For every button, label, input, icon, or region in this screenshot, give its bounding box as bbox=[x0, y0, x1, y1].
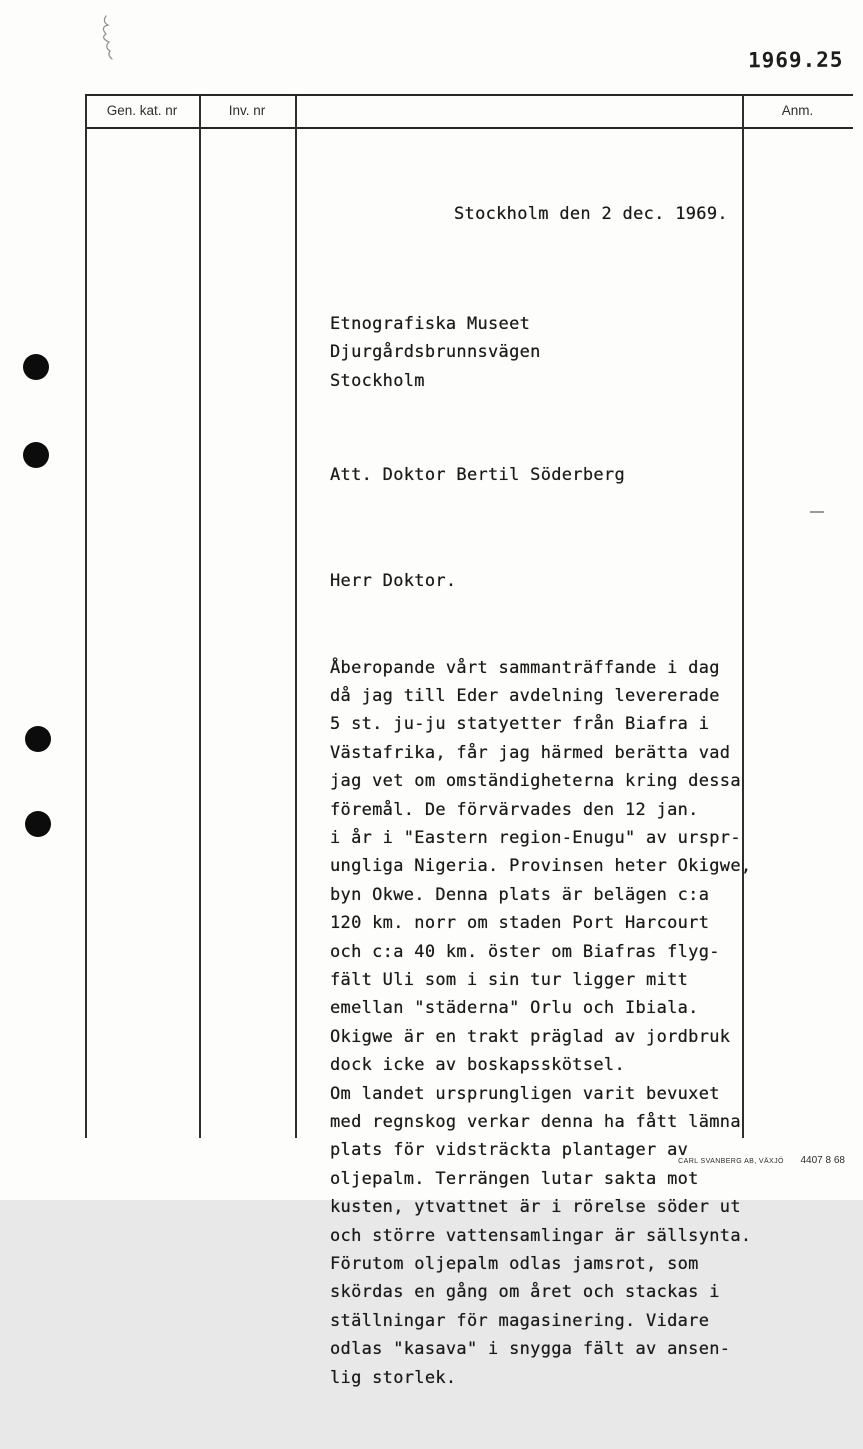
letter-text-line: Stockholm bbox=[330, 370, 425, 391]
hole-punch-icon bbox=[25, 811, 51, 837]
letter-text-line: dock icke av boskapsskötsel. bbox=[330, 1055, 625, 1076]
printer-form-code: 4407 8 68 bbox=[800, 1155, 845, 1166]
letter-text-line: Förutom oljepalm odlas jamsrot, som bbox=[330, 1254, 699, 1275]
letter-text-line: kusten, ytvattnet är i rörelse söder ut bbox=[330, 1197, 741, 1218]
printer-name: CARL SVANBERG AB, VÄXJÖ bbox=[678, 1158, 784, 1165]
letter-text-line: odlas "kasava" i snygga fält av ansen- bbox=[330, 1339, 731, 1360]
letter-text-line: ungliga Nigeria. Provinsen heter Okigwe, bbox=[330, 856, 752, 877]
letter-salutation: Herr Doktor. bbox=[330, 571, 457, 592]
letter-text-line: fält Uli som i sin tur ligger mitt bbox=[330, 969, 689, 990]
typewritten-letter bbox=[330, 143, 760, 1449]
letter-text-line: föremål. De förvärvades den 12 jan. bbox=[330, 799, 699, 820]
pencil-squiggle-mark bbox=[92, 12, 122, 62]
letter-text-line: Om landet ursprungligen varit bevuxet bbox=[330, 1083, 720, 1104]
letter-text-line: plats för vidsträckta plantager av bbox=[330, 1140, 689, 1161]
letter-text-line: ställningar för magasinering. Vidare bbox=[330, 1310, 710, 1331]
letter-recipient-block bbox=[330, 310, 760, 395]
letter-text-line: Åberopande vårt sammanträffande i dag bbox=[330, 657, 720, 678]
column-header-anm: Anm. bbox=[781, 103, 814, 118]
letter-text-line: emellan "städerna" Orlu och Ibiala. bbox=[330, 998, 699, 1019]
letter-text-line: 120 km. norr om staden Port Harcourt bbox=[330, 913, 710, 934]
letter-text-line: med regnskog verkar denna ha fått lämna bbox=[330, 1112, 741, 1132]
form-rule-vertical-left bbox=[85, 95, 87, 1138]
letter-text-line: i år i "Eastern region-Enugu" av urspr- bbox=[330, 827, 741, 848]
letter-text-line: Okigwe är en trakt präglad av jordbruk bbox=[330, 1026, 731, 1047]
letter-text-line: jag vet om omständigheterna kring dessa bbox=[330, 771, 741, 792]
stray-pencil-dash bbox=[810, 511, 824, 513]
letter-text-line: byn Okwe. Denna plats är belägen c:a bbox=[330, 884, 710, 905]
hole-punch-icon bbox=[25, 726, 51, 752]
letter-text-line: Etnografiska Museet bbox=[330, 314, 531, 335]
letter-text-line: och c:a 40 km. öster om Biafras flyg- bbox=[330, 941, 720, 962]
letter-text-line: 5 st. ju-ju statyetter från Biafra i bbox=[330, 714, 710, 735]
letter-text-line: oljepalm. Terrängen lutar sakta mot bbox=[330, 1168, 699, 1189]
letter-text-line: då jag till Eder avdelning levererade bbox=[330, 685, 720, 706]
letter-text-line: och större vattensamlingar är sällsynta. bbox=[330, 1225, 752, 1246]
column-header-inv-nr: Inv. nr bbox=[228, 103, 266, 118]
letter-attention-line: Att. Doktor Bertil Söderberg bbox=[330, 465, 625, 486]
column-header-gen-kat-nr: Gen. kat. nr bbox=[106, 103, 178, 118]
form-rule-vertical-invnr bbox=[295, 95, 297, 1138]
letter-body-block bbox=[330, 654, 760, 1393]
hole-punch-icon bbox=[23, 442, 49, 468]
letter-text-line: lig storlek. bbox=[330, 1367, 457, 1388]
form-rule-vertical-genkat bbox=[199, 95, 201, 1138]
letter-dateline: Stockholm den 2 dec. 1969. bbox=[454, 203, 728, 224]
letter-text-line: Västafrika, får jag härmed berätta vad bbox=[330, 742, 731, 763]
letter-text-line: skördas en gång om året och stackas i bbox=[330, 1282, 720, 1303]
letter-text-line: Djurgårdsbrunnsvägen bbox=[330, 342, 541, 363]
hole-punch-icon bbox=[23, 354, 49, 380]
archive-number: 1969.25 bbox=[747, 47, 844, 73]
printer-imprint bbox=[0, 1148, 845, 1167]
